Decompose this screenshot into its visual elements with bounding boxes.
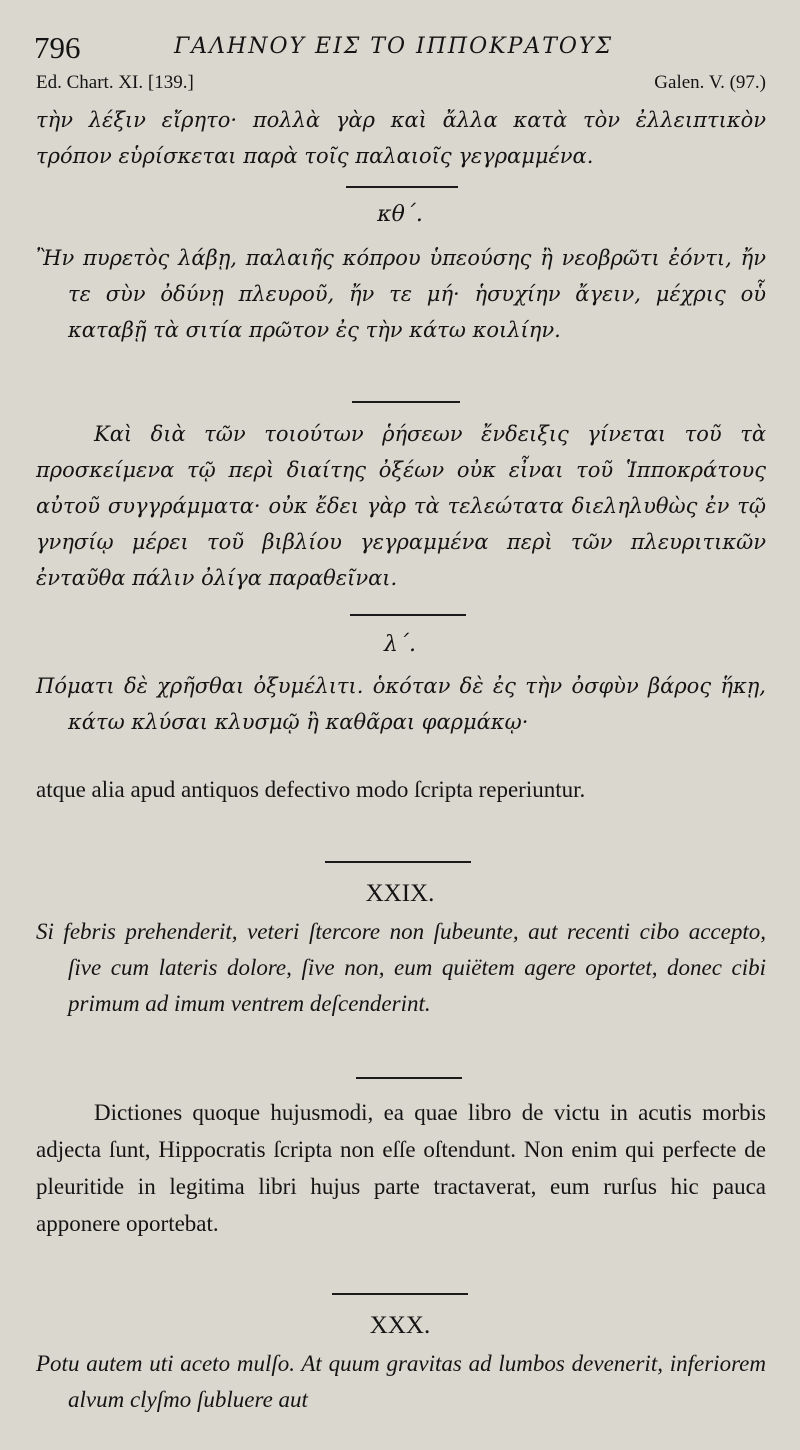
edition-left: Ed. Chart. XI. [139.] [36, 72, 194, 93]
latin-intro-text: atque alia apud antiquos defectivo modo ſcripta reperiuntur. [36, 777, 586, 802]
edition-right: Galen. V. (97.) [654, 72, 766, 93]
greek-aphorism-29: Ἢν πυρετὸς λάβῃ, παλαιῆς κόπρου ὑπεούσης ἢ νεοβρῶτι ἐόντι, ἤν τε σὺν ὀδύνῃ πλευροῦ, ἤν τε μή· ἡσυχίην ἄγειν, μέχρις οὗ καταβῇ τὰ σιτία πρῶτον ἐς τὴν κάτω κοιλίην. [36, 246, 766, 342]
greek-aphorism-number-29: κθ΄. [377, 202, 423, 227]
greek-aphorism-30: Πόματι δὲ χρῆσθαι ὀξυμέλιτι. ὁκόταν δὲ ἐς τὴν ὀσφὺν βάρος ἥκῃ, κάτω κλύσαι κλυσμῷ ἢ καθᾶραι φαρμάκῳ· [36, 674, 766, 734]
running-head [34, 30, 760, 66]
latin-aphorism-number-30: XXX. [369, 1312, 431, 1339]
section-divider [325, 861, 471, 863]
section-divider [356, 1077, 462, 1079]
section-divider [350, 614, 466, 616]
latin-aphorism-29: Si febris prehenderit, veteri ſtercore non ſubeunte, aut recenti cibo accepto, ſive cum lateris dolore, ſive non, eum quiëtem agere oportet, donec cibi primum ad imum ventrem deſcenderint. [36, 919, 766, 1016]
section-divider [352, 401, 460, 403]
latin-commentary-29: Dictiones quoque hujusmodi, ea quae libro de victu in acutis morbis adjecta ſunt, Hippocratis ſcripta non eſſe oſtendunt. Non enim qui perfecte de pleuritide in legitima libri hujus parte tractaverat, eum rurſus hic pauca apponere oportebat. [36, 1100, 766, 1236]
page-number: 796 [34, 30, 81, 65]
greek-aphorism-number-30: λ΄. [384, 632, 416, 657]
greek-intro-text: τὴν λέξιν εἴρητο· πολλὰ γὰρ καὶ ἄλλα κατὰ τὸν ἐλλειπτικὸν τρόπον εὑρίσκεται παρὰ τοῖς παλαιοῖς γεγραμμένα. [36, 108, 766, 168]
section-divider [332, 1293, 468, 1295]
running-title: ΓΑΛΗΝΟΥ ΕΙΣ ΤΟ ΙΠΠΟΚΡΑΤΟΥΣ [174, 34, 614, 59]
greek-commentary-29: Καὶ διὰ τῶν τοιούτων ῥήσεων ἔνδειξις γίνεται τοῦ τὰ προσκείμενα τῷ περὶ διαίτης ὀξέων οὐκ εἶναι τοῦ Ἱπποκράτους αὐτοῦ συγγράμματα· οὐκ ἔδει γὰρ τὰ τελεώτατα διεληλυθὼς ἐν τῷ γνησίῳ μέρει τοῦ βιβλίου γεγραμμένα περὶ τῶν πλευριτικῶν ἐνταῦθα πάλιν ὀλίγα παραθεῖναι. [36, 422, 766, 590]
section-divider [346, 186, 458, 188]
latin-aphorism-number-29: XXIX. [365, 880, 435, 907]
latin-aphorism-30: Potu autem uti aceto mulſo. At quum gravitas ad lumbos devenerit, inferiorem alvum clyſmo ſubluere aut [36, 1351, 766, 1412]
edition-line [36, 72, 766, 94]
